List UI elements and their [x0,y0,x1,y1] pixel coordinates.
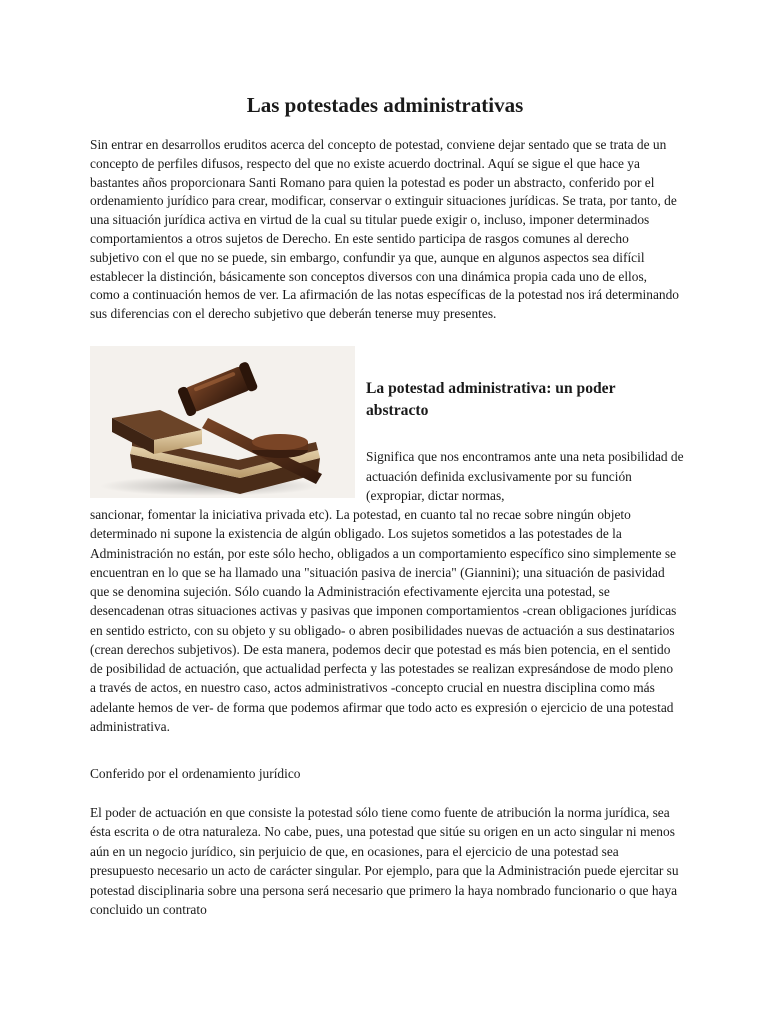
subsection-label: Conferido por el ordenamiento jurídico [90,766,301,781]
gavel-on-books-icon [90,346,355,498]
page-title: Las potestades administrativas [246,93,524,117]
gavel-image [90,346,355,498]
last-paragraph: El poder de actuación en que consiste la potestad sólo tiene como fuente de atribución la norma jurídica, sea ésta escrita o de otra naturaleza. No cabe, pues, una potestad que sitúe su origen en un acto singular ni menos aún en un negocio jurídico, sin perjuicio de que, en ocasiones, para el ejercicio de una potestad sea presupuesto necesario un acto de carácter singular. Por ejemplo, para que la Administración puede ejercitar su potestad disciplinaria sobre una persona será necesario que primero la haya nombrado funcionario o que haya concluido un contrato [90,805,679,918]
body-paragraph: sancionar, fomentar la iniciativa privada etc). La potestad, en cuanto tal no recae sobre ningún objeto determinado ni supone la existencia de algún obligado. Los sujetos sometidos a las potestades de la Administración no están, por este sólo hecho, obligados a un comportamiento específico sino simplemente se encuentran en lo que se ha llamado una "situación pasiva de inercia" (Giannini); una situación de pasividad que se denomina sujeción. Sólo cuando la Administración efectivamente ejercita una potestad, se desencadenan otras situaciones activas y pasivas que imponen comportamientos -crean obligaciones jurídicas en sentido estricto, con su objeto y su obligado- o abren posibilidades nuevas de actuación a sus destinatarios (crean derechos subjetivos). De esta manera, podemos decir que potestad es más bien potencia, en el sentido de posibilidad de actuación, que actualidad perfecta y las potestades se realizan expresándose de modo pleno a través de actos, en nuestro caso, actos administrativos -concepto crucial en nuestra disciplina como más adelante hemos de ver- de forma que podemos afirmar que todo acto es expresión o ejercicio de una potestad administrativa. [90,507,677,734]
section-heading: La potestad administrativa: un poder abstracto [366,380,616,419]
intro-paragraph: Sin entrar en desarrollos eruditos acerca del concepto de potestad, conviene dejar sentado que se trata de un concepto de perfiles difusos, respecto del que no existe acuerdo doctrinal. Aquí se sigue el que hace ya bastantes años proporcionara Santi Romano para quien la potestad es poder un abstracto, conferido por el ordenamiento jurídico para crear, modificar, conservar o extinguir situaciones jurídicas. Se trata, por tanto, de una situación jurídica activa en virtud de la cual su titular puede exigir o, incluso, imponer determinados comportamientos a otros sujetos de Derecho. En este sentido participa de rasgos comunes al derecho subjetivo con el que no se puede, sin embargo, confundir ya que, aunque en algunos aspectos sea difícil establecer la distinción, básicamente son conceptos diversos con una dinámica propia cada uno de ellos, como a continuación hemos de ver. La afirmación de las notas específicas de la potestad nos irá determinando sus diferencias con el derecho subjetivo que deberán tenerse muy presentes. [90,137,679,322]
side-paragraph: Significa que nos encontramos ante una neta posibilidad de actuación definida exclusivamente por su función (expropiar, dictar normas, [366,449,684,503]
